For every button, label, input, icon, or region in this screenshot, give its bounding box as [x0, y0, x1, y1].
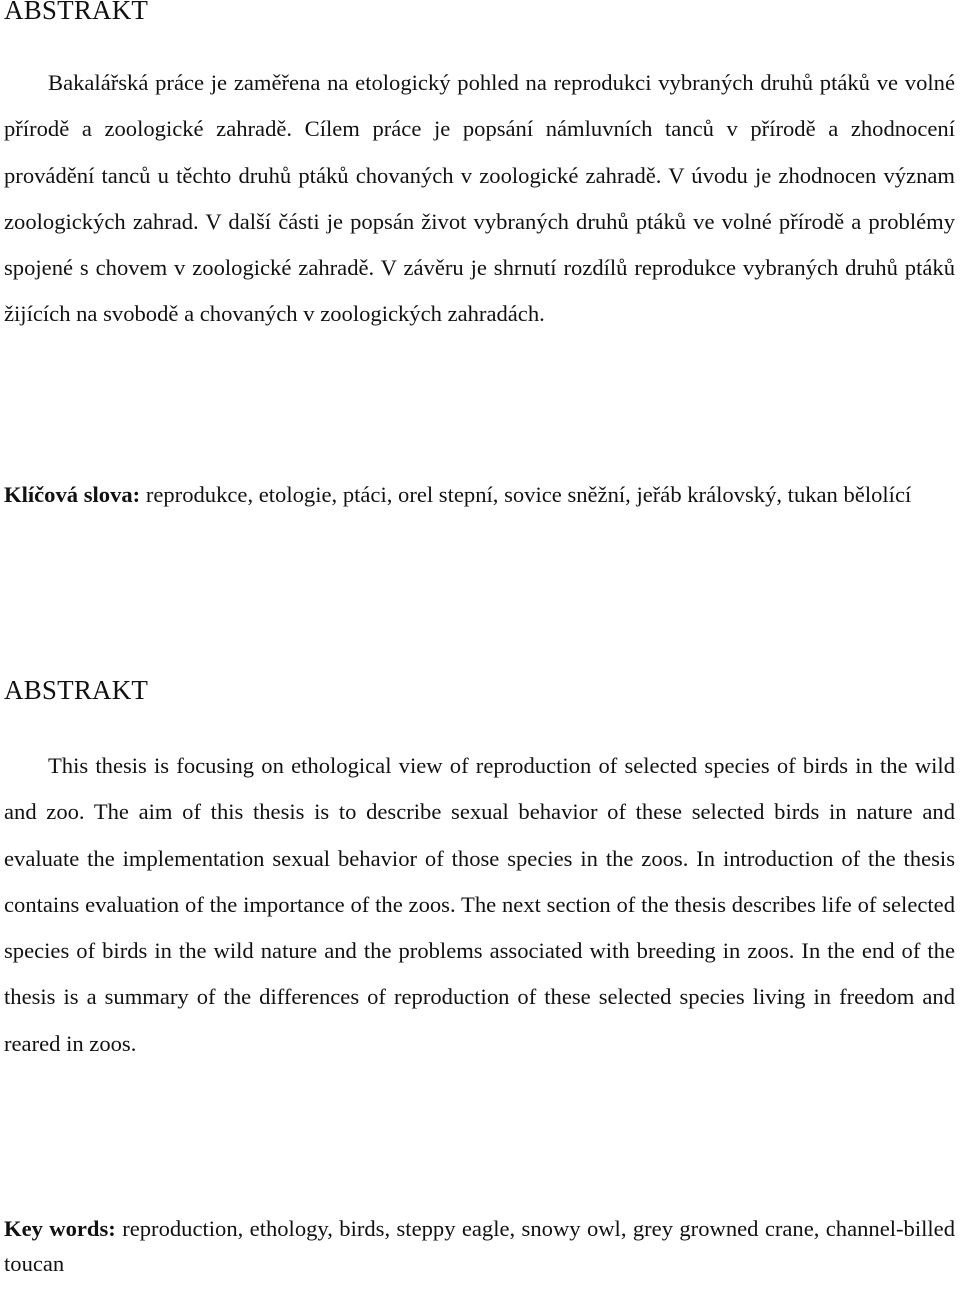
english-keywords-text: reproduction, ethology, birds, steppy eagle, snowy owl, grey growned crane, channel-billed toucan — [4, 1216, 955, 1276]
english-keywords — [4, 1211, 955, 1281]
czech-keywords — [4, 477, 955, 512]
english-abstract-paragraph: This thesis is focusing on ethological view of reproduction of selected species of birds in the wild and zoo. The aim of this thesis is to describe sexual behavior of these selected birds in nature and evaluate the implementation sexual behavior of those species in the zoos. In introduction of the thesis contains evaluation of the importance of the zoos. The next section of the thesis describes life of selected species of birds in the wild nature and the problems associated with breeding in zoos. In the end of the thesis is a summary of the differences of reproduction of these selected species living in freedom and reared in zoos. — [4, 753, 955, 1056]
czech-abstract-heading: ABSTRAKT — [4, 0, 149, 25]
czech-keywords-text: reprodukce, etologie, ptáci, orel stepní, sovice sněžní, jeřáb královský, tukan bělolící — [140, 482, 912, 507]
english-keywords-label: Key words: — [4, 1216, 116, 1241]
czech-abstract-paragraph: Bakalářská práce je zaměřena na etologický pohled na reprodukci vybraných druhů ptáků ve volné přírodě a zoologické zahradě. Cílem práce je popsání námluvních tanců v přírodě a zhodnocení provádění tanců u těchto druhů ptáků chovaných v zoologické zahradě. V úvodu je zhodnocen význam zoologických zahrad. V další části je popsán život vybraných druhů ptáků ve volné přírodě a problémy spojené s chovem v zoologické zahradě. V závěru je shrnutí rozdílů reprodukce vybraných druhů ptáků žijících na svobodě a chovaných v zoologických zahradách. — [4, 70, 955, 327]
english-abstract-heading: ABSTRAKT — [4, 675, 149, 705]
czech-keywords-label: Klíčová slova: — [4, 482, 141, 507]
